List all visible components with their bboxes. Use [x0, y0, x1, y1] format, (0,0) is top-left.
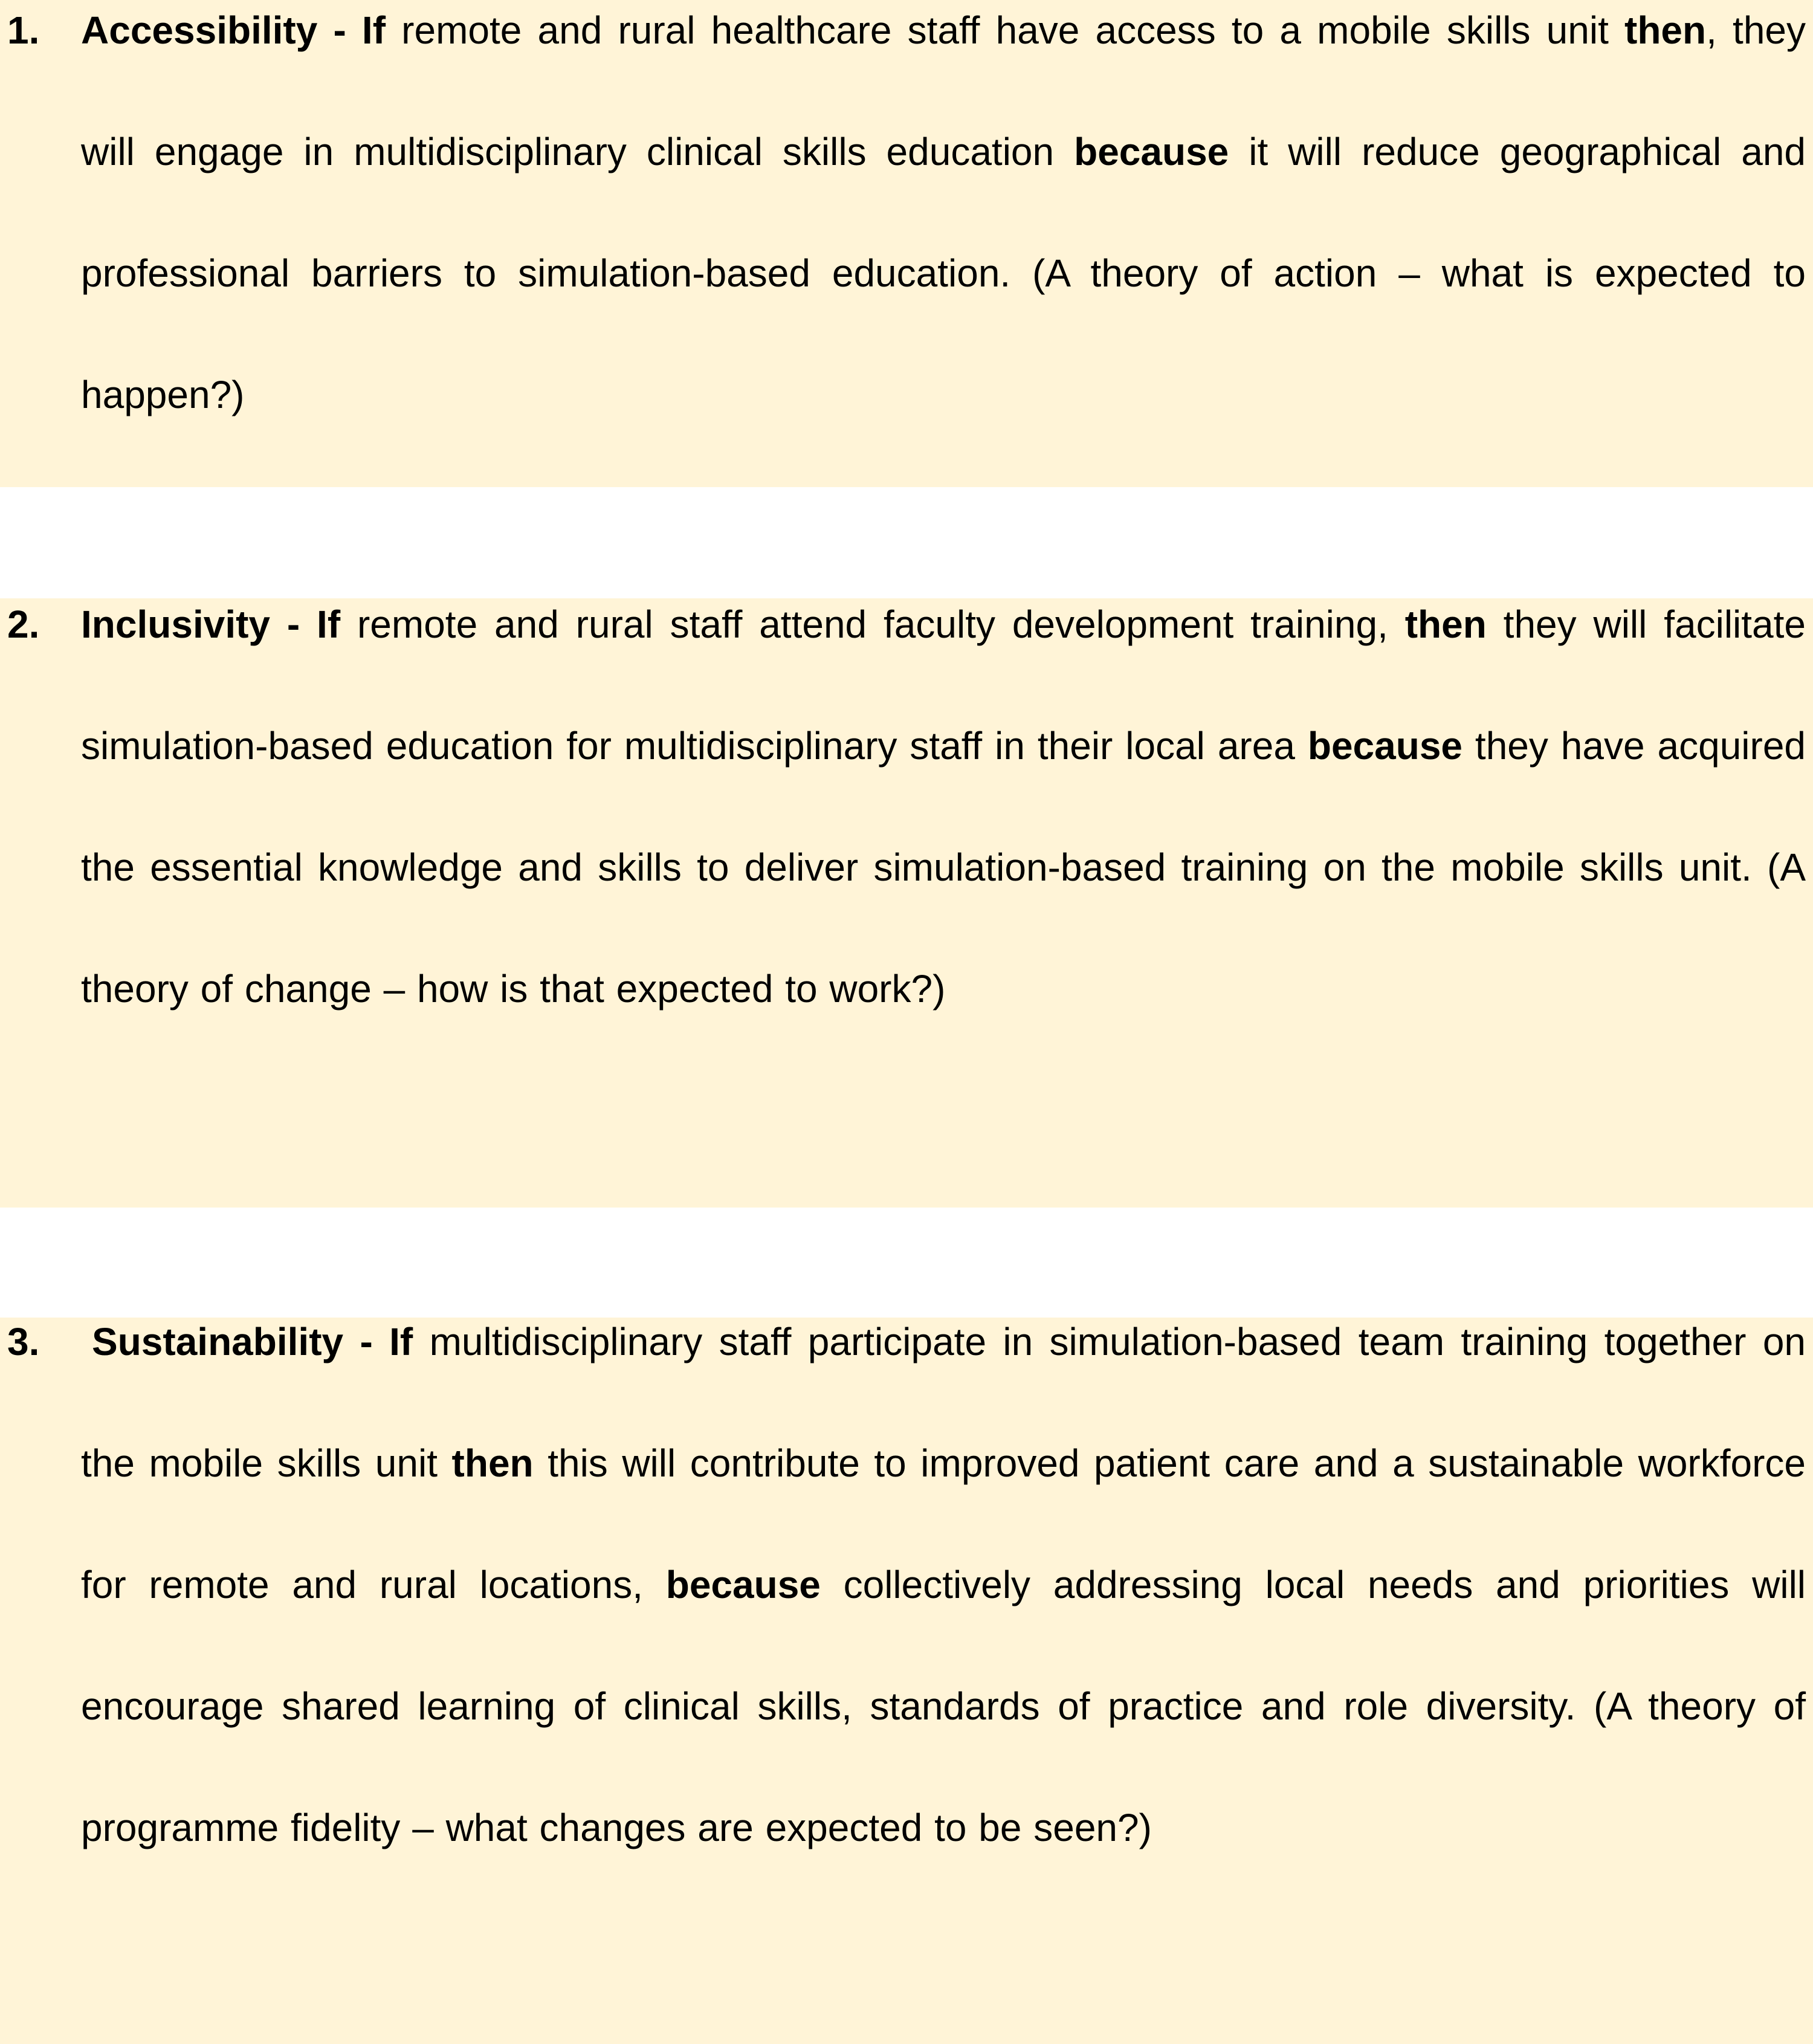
item-text-part: remote and rural staff attend faculty development training,: [340, 603, 1405, 646]
list-item-inclusivity: [0, 598, 1813, 1208]
item-text: [81, 1281, 1806, 1889]
list-item-accessibility: [0, 0, 1813, 487]
item-number: 2.: [7, 603, 40, 646]
item-number: 1.: [7, 8, 40, 52]
item-text-part: this will contribute to improved patient care and a sustainable workforce for remote and rural locations,: [81, 1441, 1806, 1606]
item-text-part: collectively addressing local needs and priorities will encourage shared learning of clinical skills, standards of practice and role diversity. (A theory of programme fidelity – what changes are expected to be seen?): [81, 1563, 1806, 1849]
item-text-part: , they will engage in multidisciplinary clinical skills education: [81, 8, 1806, 173]
item-heading: Inclusivity - If: [81, 603, 341, 646]
item-number: 3.: [7, 1320, 40, 1363]
item-text: [81, 0, 1806, 456]
item-text-part: they have acquired the essential knowledge and skills to deliver simulation-based training on the mobile skills unit. (A theory of change – how is that expected to work?): [81, 724, 1806, 1011]
item-text-part: they will facilitate simulation-based education for multidisciplinary staff in their local area: [81, 603, 1806, 768]
item-text-part: remote and rural healthcare staff have access to a mobile skills unit: [386, 8, 1625, 52]
keyword-then: then: [1624, 8, 1707, 52]
item-text-part: multidisciplinary staff participate in simulation-based team training together on the mobile skills unit: [81, 1320, 1806, 1485]
keyword-because: because: [1074, 130, 1229, 173]
item-heading: Accessibility - If: [81, 8, 386, 52]
keyword-then: then: [1404, 603, 1487, 646]
item-text-part: it will reduce geographical and professional barriers to simulation-based education. (A theory of action – what is expected to happen?): [81, 130, 1806, 416]
item-text: [81, 564, 1806, 1050]
item-heading: Sustainability - If: [92, 1320, 413, 1363]
keyword-then: then: [451, 1441, 534, 1485]
list-item-sustainability: [0, 1318, 1813, 2044]
keyword-because: because: [1307, 724, 1462, 768]
keyword-because: because: [665, 1563, 821, 1606]
